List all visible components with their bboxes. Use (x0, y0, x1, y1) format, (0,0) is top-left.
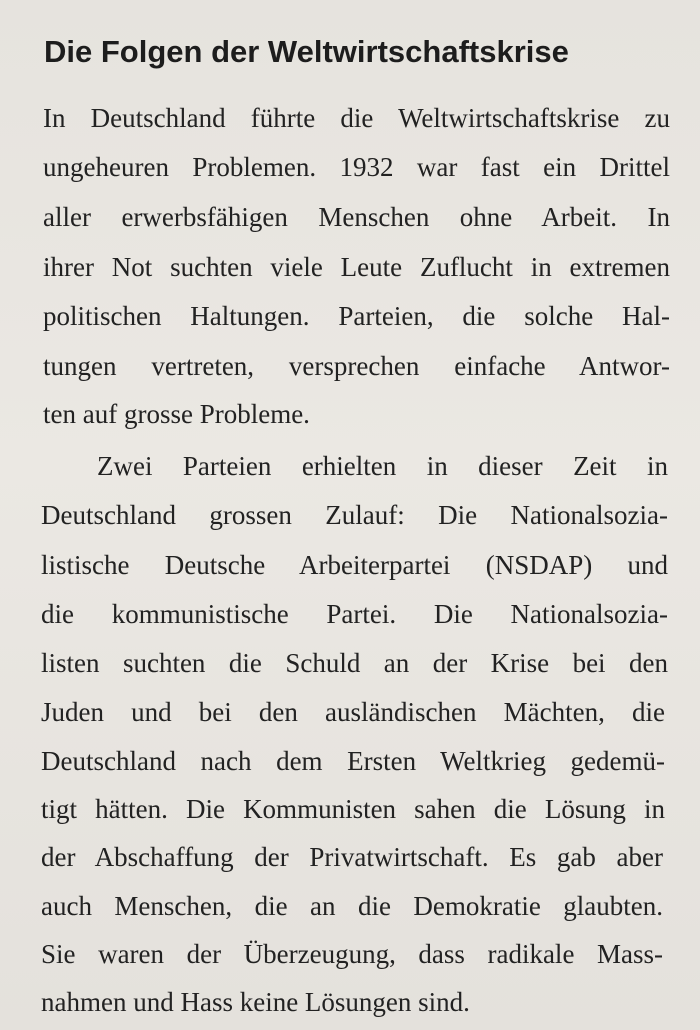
paragraph-2-line-12: nahmen und Hass keine Lösungen sind. (41, 987, 470, 1017)
paragraph-1-line-2: ungeheuren Problemen. 1932 war fast ein Drittel (43, 152, 670, 182)
paragraph-1-line-7: ten auf grosse Probleme. (43, 399, 310, 429)
paragraph-2-line-5: listen suchten die Schuld an der Krise bei den (41, 648, 668, 678)
paragraph-2-line-10: auch Menschen, die an die Demokratie glaubten. (41, 891, 663, 921)
paragraph-2-line-1: Zwei Parteien erhielten in dieser Zeit in (97, 451, 668, 481)
section-heading: Die Folgen der Weltwirtschaftskrise (44, 34, 569, 69)
paragraph-1-line-5: politischen Haltungen. Parteien, die solche Hal- (43, 301, 670, 331)
paragraph-2-line-6: Juden und bei den ausländischen Mächten, die (41, 697, 665, 727)
paragraph-2-line-11: Sie waren der Überzeugung, dass radikale Mass- (41, 939, 663, 969)
paragraph-1-line-1: In Deutschland führte die Weltwirtschaftskrise zu (43, 103, 670, 133)
paragraph-2-line-9: der Abschaffung der Privatwirtschaft. Es gab aber (41, 842, 663, 872)
paragraph-2-line-7: Deutschland nach dem Ersten Weltkrieg gedemü- (41, 746, 665, 776)
paragraph-2-line-8: tigt hätten. Die Kommunisten sahen die Lösung in (41, 794, 665, 824)
paragraph-2-line-3: listische Deutsche Arbeiterpartei (NSDAP) und (41, 550, 668, 580)
paragraph-1-line-4: ihrer Not suchten viele Leute Zuflucht in extremen (43, 252, 670, 282)
paragraph-2-line-4: die kommunistische Partei. Die Nationalsozia- (41, 599, 668, 629)
paragraph-1-line-3: aller erwerbsfähigen Menschen ohne Arbeit. In (43, 202, 670, 232)
paragraph-1-line-6: tungen vertreten, versprechen einfache Antwor- (43, 351, 670, 381)
paragraph-2-line-2: Deutschland grossen Zulauf: Die Nationalsozia- (41, 500, 668, 530)
